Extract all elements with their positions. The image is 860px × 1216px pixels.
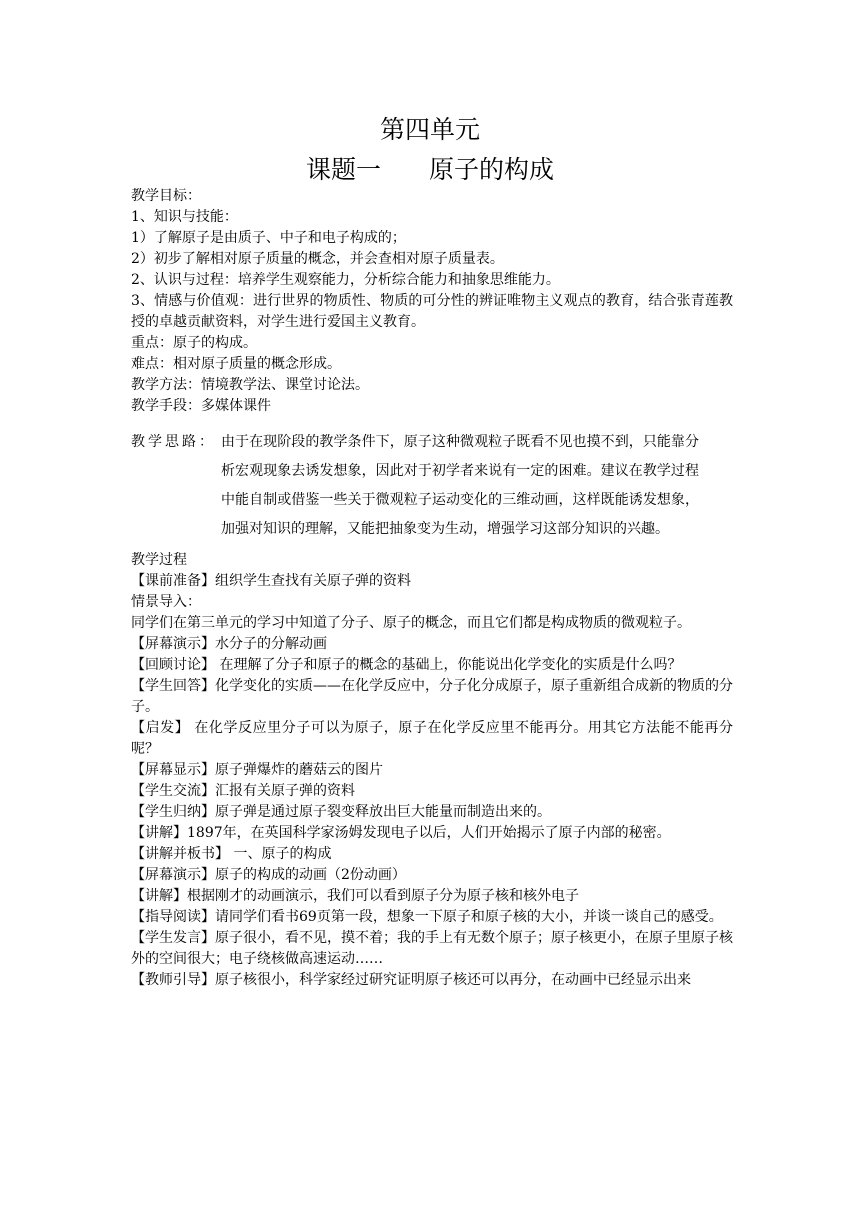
process-line: 【学生发言】原子很小，看不见，摸不着；我的手上有无数个原子；原子核更小，在原子里原子核外的空间很大；电子绕核做高速运动…… (131, 930, 733, 967)
process-line: 【讲解】1897年，在英国科学家汤姆发现电子以后，人们开始揭示了原子内部的秘密。 (131, 825, 671, 841)
process-line: 【讲解】根据刚才的动画演示，我们可以看到原子分为原子核和核外电子 (131, 888, 579, 904)
process-line: 【学生回答】化学变化的实质——在化学反应中，分子化分成原子，原子重新组合成新的物质的分子。 (131, 678, 733, 715)
difficult-point: 难点：相对原子质量的概念形成。 (131, 356, 341, 372)
key-point: 重点：原子的构成。 (131, 335, 257, 351)
teaching-approach-text: 由于在现阶段的教学条件下，原子这种微观粒子既看不见也摸不到，只能靠分析宏观现象去诱发想象，因此对于初学者来说有一定的困难。建议在教学过程中能自制或借鉴一些关于微观粒子运动变化的三维动画，这样既能诱发想象，加强对知识的理解，又能把抽象变为生动，增强学习这部分知识的兴趣。 (221, 434, 699, 537)
goal-emotion: 3、情感与价值观：进行世界的物质性、物质的可分性的辨证唯物主义观点的教育，结合张青莲教授的卓越贡献资料，对学生进行爱国主义教育。 (131, 293, 733, 330)
process-line: 【学生归纳】原子弹是通过原子裂变释放出巨大能量而制造出来的。 (131, 804, 551, 820)
process-line: 【回顾讨论】 在理解了分子和原子的概念的基础上，你能说出化学变化的实质是什么吗？ (131, 657, 682, 673)
process-heading: 教学过程 (131, 552, 187, 568)
lesson-title (0, 155, 860, 185)
document-body (131, 186, 733, 991)
teaching-approach-label: 教学思路： (131, 434, 216, 450)
lesson-name: 原子的构成 (429, 155, 555, 184)
goals-heading: 教学目标： (131, 188, 201, 204)
unit-title: 第四单元 (379, 115, 480, 144)
teaching-method: 教学方法：情境教学法、课堂讨论法。 (131, 377, 369, 393)
teaching-approach (131, 428, 699, 544)
process-line: 情景导入： (131, 594, 201, 610)
goal-knowledge-item-2: 2）初步了解相对原子质量的概念，并会查相对原子质量表。 (131, 251, 504, 267)
teaching-means: 教学手段：多媒体课件 (131, 398, 271, 414)
process-line: 【指导阅读】请同学们看书69页第一段，想象一下原子和原子核的大小，并谈一谈自己的感受。 (131, 909, 723, 925)
process-line: 同学们在第三单元的学习中知道了分子、原子的概念，而且它们都是构成物质的微观粒子。 (131, 615, 691, 631)
process-line: 【教师引导】原子核很小，科学家经过研究证明原子核还可以再分，在动画中已经显示出来 (131, 972, 691, 988)
goal-process: 2、认识与过程：培养学生观察能力，分析综合能力和抽象思维能力。 (131, 272, 560, 288)
process-line: 【课前准备】组织学生查找有关原子弹的资料 (131, 573, 411, 589)
process-line: 【屏幕显示】原子弹爆炸的蘑菇云的图片 (131, 762, 383, 778)
process-line: 【屏幕演示】原子的构成的动画（2份动画） (131, 867, 406, 883)
goal-knowledge-item-1: 1）了解原子是由质子、中子和电子构成的； (131, 230, 406, 246)
lesson-number: 课题一 (305, 155, 381, 184)
process-line: 【启发】 在化学反应里分子可以为原子，原子在化学反应里不能再分。用其它方法能不能再分呢？ (131, 720, 733, 757)
process-line: 【屏幕演示】水分子的分解动画 (131, 636, 327, 652)
process-line: 【学生交流】汇报有关原子弹的资料 (131, 783, 355, 799)
goal-knowledge: 1、知识与技能： (131, 209, 238, 225)
process-line: 【讲解并板书】 一、原子的构成 (131, 846, 332, 862)
